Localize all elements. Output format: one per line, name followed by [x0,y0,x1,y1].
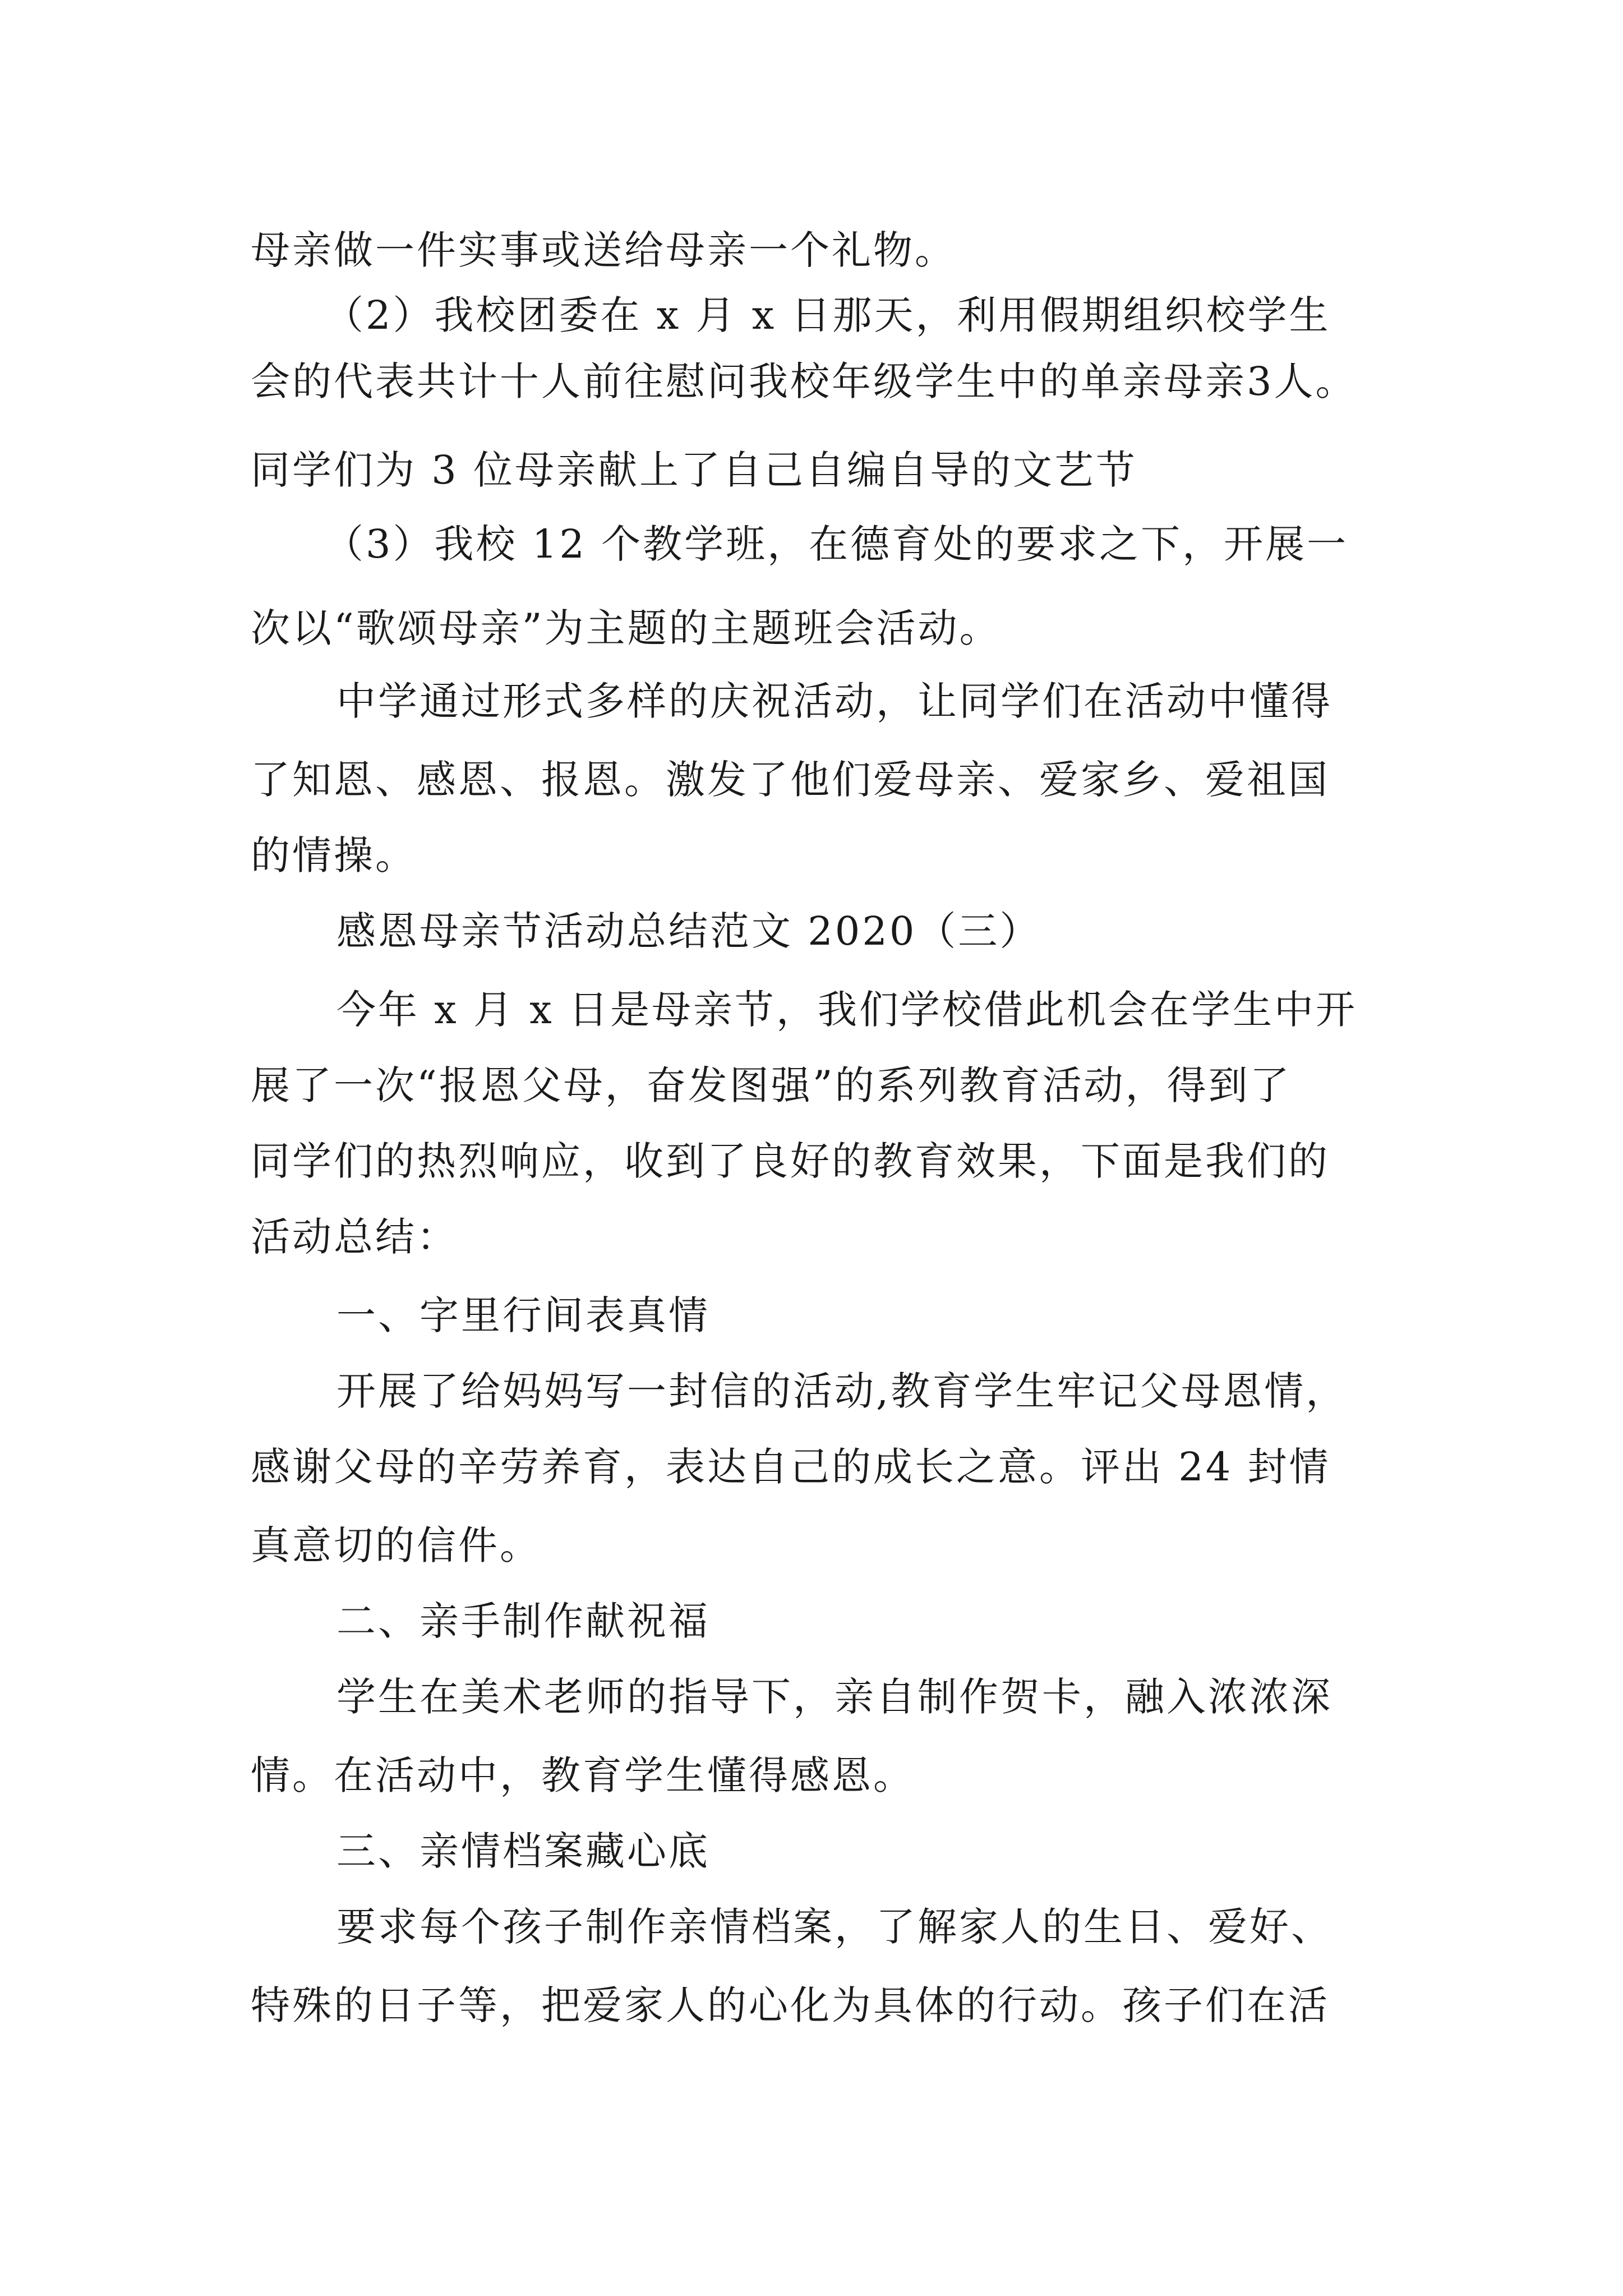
body-line: 特殊的日子等，把爱家人的心化为具体的行动。孩子们在活 [251,1982,1330,2028]
body-line: 学生在美术老师的指导下，亲自制作贺卡，融入浓浓深 [336,1674,1332,1720]
body-line: 展了一次“报恩父母，奋发图强”的系列教育活动，得到了 [251,1062,1292,1108]
subheading: 二、亲手制作献祝福 [336,1598,710,1644]
body-line: 会的代表共计十人前往慰问我校年级学生中的单亲母亲3人。 [251,358,1357,404]
body-line: 同学们的热烈响应，收到了良好的教育效果，下面是我们的 [251,1138,1330,1184]
body-line: 同学们为 3 位母亲献上了自己自编自导的文艺节 [251,447,1138,493]
body-line: （3）我校 12 个教学班，在德育处的要求之下，开展一 [324,521,1349,567]
body-line: 开展了给妈妈写一封信的活动,教育学生牢记父母恩情， [336,1368,1348,1414]
body-line: 的情操。 [251,832,417,878]
section-heading: 感恩母亲节活动总结范文 2020（三） [336,908,1041,954]
body-line: 了知恩、感恩、报恩。激发了他们爱母亲、爱家乡、爱祖国 [251,757,1330,803]
body-line: （2）我校团委在 x 月 x 日那天，利用假期组织校学生 [324,292,1331,338]
body-line: 母亲做一件实事或送给母亲一个礼物。 [251,227,956,273]
body-line: 感谢父母的辛劳养育，表达自己的成长之意。评出 24 封情 [251,1444,1331,1490]
body-line: 今年 x 月 x 日是母亲节，我们学校借此机会在学生中开 [336,987,1357,1033]
subheading: 一、字里行间表真情 [336,1292,710,1338]
body-line: 情。在活动中，教育学生懂得感恩。 [251,1752,915,1798]
body-line: 活动总结： [251,1214,458,1260]
body-line: 真意切的信件。 [251,1522,541,1568]
body-line: 要求每个孩子制作亲情档案，了解家人的生日、爱好、 [336,1904,1332,1950]
body-line: 中学通过形式多样的庆祝活动，让同学们在活动中懂得 [336,678,1332,724]
body-line: 次以“歌颂母亲”为主题的主题班会活动。 [251,605,1001,651]
subheading: 三、亲情档案藏心底 [336,1828,710,1874]
